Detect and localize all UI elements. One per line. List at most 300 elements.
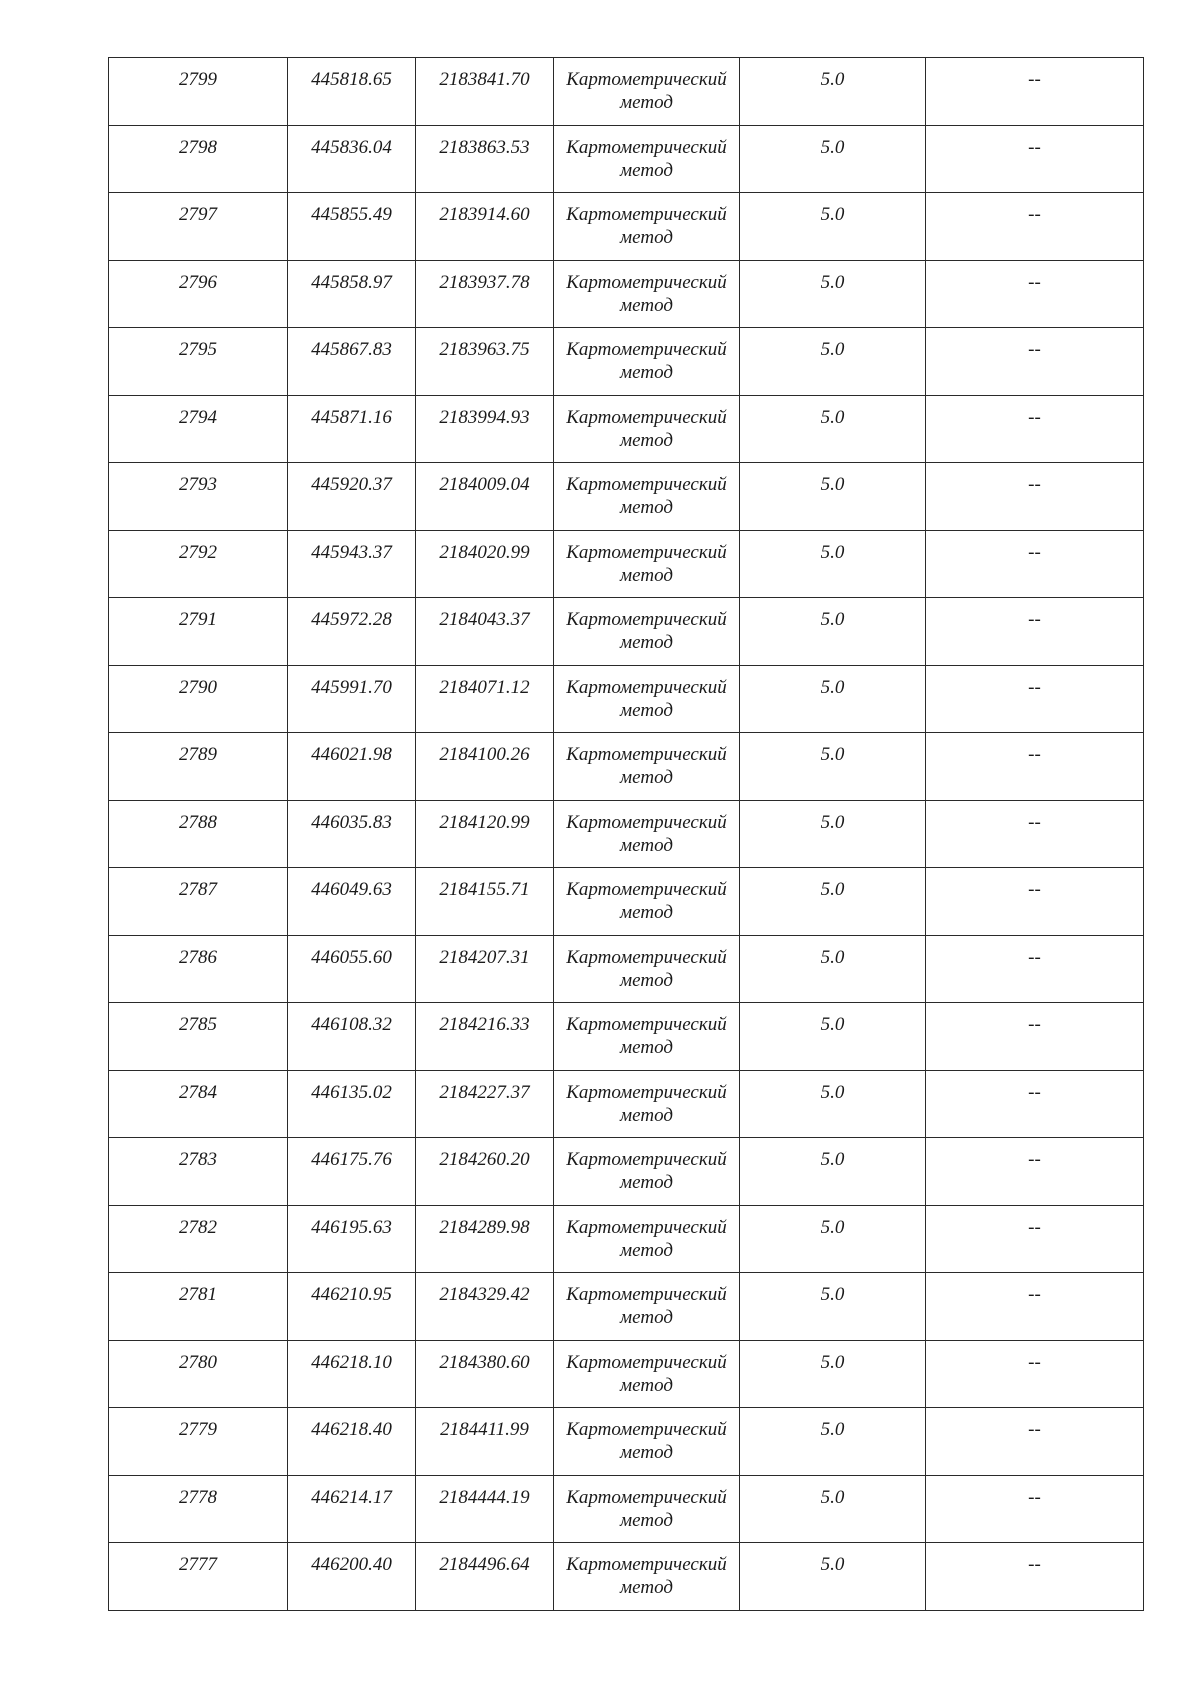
y-coordinate-text: 2184496.64 — [439, 1554, 530, 1575]
point-number-text: 2782 — [179, 1216, 217, 1238]
y-coordinate-text: 2183841.70 — [439, 69, 530, 90]
accuracy-cell — [740, 800, 926, 868]
point-number-text: 2797 — [179, 204, 217, 225]
method-cell — [554, 1340, 740, 1408]
accuracy-text: 5.0 — [820, 676, 845, 698]
x-coordinate-cell — [288, 260, 416, 328]
note-cell — [926, 1070, 1144, 1138]
method-line-2: метод — [620, 834, 673, 856]
note-cell — [926, 800, 1144, 868]
method-cell — [554, 800, 740, 868]
y-coordinate-cell — [416, 58, 554, 126]
point-number-cell — [109, 733, 288, 801]
note-text: -- — [1028, 744, 1041, 765]
note-cell — [926, 598, 1144, 666]
accuracy-cell — [740, 935, 926, 1003]
y-coordinate-cell — [416, 733, 554, 801]
method-line-2: метод — [620, 1374, 673, 1396]
y-coordinate-text: 2183863.53 — [439, 136, 530, 158]
method-text — [554, 396, 739, 452]
method-line-1: Картометрический — [566, 1081, 727, 1103]
method-text — [554, 193, 739, 249]
x-coordinate-cell — [288, 665, 416, 733]
point-number-text: 2788 — [179, 811, 217, 833]
accuracy-text: 5.0 — [820, 1014, 845, 1035]
x-coordinate-cell — [288, 193, 416, 261]
accuracy-text: 5.0 — [820, 1486, 845, 1508]
x-coordinate-text: 446175.76 — [311, 1149, 392, 1170]
y-coordinate-cell — [416, 1273, 554, 1341]
accuracy-cell — [740, 463, 926, 531]
y-coordinate-cell — [416, 800, 554, 868]
y-coordinate-cell — [416, 530, 554, 598]
method-line-2: метод — [620, 1442, 673, 1463]
note-text: -- — [1028, 879, 1041, 900]
method-text — [554, 801, 739, 857]
note-cell — [926, 935, 1144, 1003]
point-number-text: 2790 — [179, 676, 217, 698]
point-number-cell — [109, 1070, 288, 1138]
point-number-text: 2781 — [179, 1284, 217, 1305]
accuracy-text: 5.0 — [820, 204, 845, 225]
note-text: -- — [1028, 1284, 1041, 1305]
point-number-text: 2780 — [179, 1351, 217, 1373]
accuracy-text: 5.0 — [820, 1149, 845, 1170]
note-cell — [926, 530, 1144, 598]
accuracy-text: 5.0 — [820, 1351, 845, 1373]
table-row — [109, 1070, 1144, 1138]
table-row — [109, 800, 1144, 868]
x-coordinate-cell — [288, 1003, 416, 1071]
note-cell — [926, 395, 1144, 463]
y-coordinate-cell — [416, 193, 554, 261]
method-line-2: метод — [620, 1307, 673, 1328]
point-number-text: 2791 — [179, 609, 217, 630]
x-coordinate-text: 446218.40 — [311, 1419, 392, 1440]
x-coordinate-text: 445972.28 — [311, 609, 392, 630]
accuracy-cell — [740, 1138, 926, 1206]
point-number-cell — [109, 868, 288, 936]
note-cell — [926, 1475, 1144, 1543]
method-cell — [554, 733, 740, 801]
method-line-1: Картометрический — [566, 1419, 727, 1440]
method-line-1: Картометрический — [566, 1216, 727, 1238]
accuracy-cell — [740, 58, 926, 126]
x-coordinate-text: 446214.17 — [311, 1486, 392, 1508]
method-text — [554, 1341, 739, 1397]
note-text: -- — [1028, 204, 1041, 225]
point-number-cell — [109, 58, 288, 126]
method-line-2: метод — [620, 497, 673, 518]
accuracy-text: 5.0 — [820, 1081, 845, 1103]
y-coordinate-text: 2184155.71 — [439, 879, 530, 900]
y-coordinate-cell — [416, 260, 554, 328]
x-coordinate-text: 445920.37 — [311, 474, 392, 495]
method-text — [554, 1071, 739, 1127]
x-coordinate-text: 445991.70 — [311, 676, 392, 698]
x-coordinate-text: 445855.49 — [311, 204, 392, 225]
note-cell — [926, 1340, 1144, 1408]
note-text: -- — [1028, 946, 1041, 968]
method-line-2: метод — [620, 1577, 673, 1598]
method-text — [554, 328, 739, 384]
x-coordinate-cell — [288, 530, 416, 598]
table-row — [109, 1543, 1144, 1611]
accuracy-cell — [740, 328, 926, 396]
x-coordinate-text: 445818.65 — [311, 69, 392, 90]
note-text: -- — [1028, 1351, 1041, 1373]
method-line-1: Картометрический — [566, 406, 727, 428]
note-cell — [926, 463, 1144, 531]
table-row — [109, 598, 1144, 666]
accuracy-text: 5.0 — [820, 946, 845, 968]
method-text — [554, 1543, 739, 1599]
y-coordinate-cell — [416, 395, 554, 463]
y-coordinate-cell — [416, 328, 554, 396]
method-line-2: метод — [620, 92, 673, 113]
x-coordinate-cell — [288, 1543, 416, 1611]
y-coordinate-text: 2184227.37 — [439, 1081, 530, 1103]
note-cell — [926, 868, 1144, 936]
point-number-cell — [109, 1475, 288, 1543]
method-cell — [554, 328, 740, 396]
table-row — [109, 1138, 1144, 1206]
method-line-2: метод — [620, 362, 673, 383]
method-cell — [554, 193, 740, 261]
method-text — [554, 58, 739, 114]
y-coordinate-cell — [416, 598, 554, 666]
x-coordinate-text: 446021.98 — [311, 744, 392, 765]
method-line-2: метод — [620, 429, 673, 451]
method-line-1: Картометрический — [566, 1014, 727, 1035]
x-coordinate-cell — [288, 1408, 416, 1476]
y-coordinate-text: 2184207.31 — [439, 946, 530, 968]
note-text: -- — [1028, 406, 1041, 428]
table-row — [109, 935, 1144, 1003]
method-text — [554, 1476, 739, 1532]
note-text: -- — [1028, 339, 1041, 360]
method-text — [554, 868, 739, 924]
method-line-1: Картометрический — [566, 1351, 727, 1373]
point-number-text: 2793 — [179, 474, 217, 495]
method-text — [554, 1206, 739, 1262]
method-line-2: метод — [620, 969, 673, 991]
method-cell — [554, 935, 740, 1003]
table-row — [109, 1003, 1144, 1071]
y-coordinate-text: 2183937.78 — [439, 271, 530, 293]
method-line-1: Картометрический — [566, 1284, 727, 1305]
method-line-1: Картометрический — [566, 1486, 727, 1508]
method-line-1: Картометрический — [566, 1554, 727, 1575]
method-text — [554, 261, 739, 317]
accuracy-text: 5.0 — [820, 1554, 845, 1575]
method-line-1: Картометрический — [566, 541, 727, 563]
note-text: -- — [1028, 474, 1041, 495]
x-coordinate-text: 446195.63 — [311, 1216, 392, 1238]
method-line-1: Картометрический — [566, 1149, 727, 1170]
method-line-1: Картометрический — [566, 204, 727, 225]
y-coordinate-cell — [416, 1475, 554, 1543]
x-coordinate-cell — [288, 125, 416, 193]
x-coordinate-cell — [288, 1070, 416, 1138]
y-coordinate-text: 2183963.75 — [439, 339, 530, 360]
method-line-1: Картометрический — [566, 271, 727, 293]
note-cell — [926, 125, 1144, 193]
note-text: -- — [1028, 609, 1041, 630]
method-line-1: Картометрический — [566, 879, 727, 900]
note-cell — [926, 58, 1144, 126]
note-cell — [926, 665, 1144, 733]
y-coordinate-text: 2184380.60 — [439, 1351, 530, 1373]
method-line-2: метод — [620, 564, 673, 586]
point-number-cell — [109, 395, 288, 463]
table-row — [109, 1340, 1144, 1408]
method-line-1: Картометрический — [566, 946, 727, 968]
note-text: -- — [1028, 136, 1041, 158]
x-coordinate-cell — [288, 935, 416, 1003]
x-coordinate-cell — [288, 1475, 416, 1543]
point-number-text: 2778 — [179, 1486, 217, 1508]
y-coordinate-text: 2184289.98 — [439, 1216, 530, 1238]
method-cell — [554, 260, 740, 328]
point-number-cell — [109, 328, 288, 396]
note-text: -- — [1028, 541, 1041, 563]
x-coordinate-text: 446210.95 — [311, 1284, 392, 1305]
accuracy-text: 5.0 — [820, 1419, 845, 1440]
y-coordinate-text: 2184100.26 — [439, 744, 530, 765]
y-coordinate-text: 2184020.99 — [439, 541, 530, 563]
method-line-2: метод — [620, 227, 673, 248]
table-row — [109, 260, 1144, 328]
method-cell — [554, 395, 740, 463]
point-number-text: 2795 — [179, 339, 217, 360]
point-number-cell — [109, 598, 288, 666]
y-coordinate-cell — [416, 463, 554, 531]
point-number-cell — [109, 1273, 288, 1341]
table-row — [109, 1475, 1144, 1543]
x-coordinate-text: 446055.60 — [311, 946, 392, 968]
accuracy-cell — [740, 868, 926, 936]
point-number-cell — [109, 1543, 288, 1611]
method-cell — [554, 868, 740, 936]
note-cell — [926, 1543, 1144, 1611]
point-number-text: 2785 — [179, 1014, 217, 1035]
x-coordinate-cell — [288, 1340, 416, 1408]
note-text: -- — [1028, 1419, 1041, 1440]
method-cell — [554, 665, 740, 733]
point-number-text: 2794 — [179, 406, 217, 428]
point-number-cell — [109, 260, 288, 328]
point-number-cell — [109, 1408, 288, 1476]
accuracy-text: 5.0 — [820, 1216, 845, 1238]
accuracy-cell — [740, 125, 926, 193]
x-coordinate-cell — [288, 58, 416, 126]
y-coordinate-text: 2184216.33 — [439, 1014, 530, 1035]
accuracy-text: 5.0 — [820, 406, 845, 428]
x-coordinate-text: 445943.37 — [311, 541, 392, 563]
y-coordinate-text: 2184411.99 — [440, 1419, 529, 1440]
method-text — [554, 1003, 739, 1059]
table-row — [109, 1205, 1144, 1273]
point-number-text: 2792 — [179, 541, 217, 563]
table-row — [109, 733, 1144, 801]
note-cell — [926, 1003, 1144, 1071]
accuracy-text: 5.0 — [820, 271, 845, 293]
accuracy-text: 5.0 — [820, 1284, 845, 1305]
accuracy-text: 5.0 — [820, 811, 845, 833]
table-row — [109, 58, 1144, 126]
note-cell — [926, 328, 1144, 396]
accuracy-cell — [740, 598, 926, 666]
point-number-cell — [109, 1340, 288, 1408]
method-cell — [554, 463, 740, 531]
table-row — [109, 1408, 1144, 1476]
x-coordinate-cell — [288, 868, 416, 936]
method-line-1: Картометрический — [566, 474, 727, 495]
y-coordinate-text: 2183914.60 — [439, 204, 530, 225]
coordinates-table-body — [109, 58, 1144, 1611]
method-line-1: Картометрический — [566, 609, 727, 630]
x-coordinate-text: 445871.16 — [311, 406, 392, 428]
y-coordinate-text: 2184444.19 — [439, 1486, 530, 1508]
note-text: -- — [1028, 69, 1041, 90]
accuracy-cell — [740, 1273, 926, 1341]
point-number-text: 2779 — [179, 1419, 217, 1440]
accuracy-cell — [740, 733, 926, 801]
method-line-2: метод — [620, 632, 673, 653]
method-cell — [554, 530, 740, 598]
y-coordinate-text: 2184043.37 — [439, 609, 530, 630]
accuracy-cell — [740, 530, 926, 598]
point-number-text: 2799 — [179, 69, 217, 90]
method-text — [554, 666, 739, 722]
method-line-2: метод — [620, 902, 673, 923]
x-coordinate-text: 446218.10 — [311, 1351, 392, 1373]
accuracy-cell — [740, 1205, 926, 1273]
table-row — [109, 193, 1144, 261]
method-text — [554, 1408, 739, 1464]
method-text — [554, 531, 739, 587]
accuracy-cell — [740, 193, 926, 261]
x-coordinate-text: 446200.40 — [311, 1554, 392, 1575]
point-number-text: 2787 — [179, 879, 217, 900]
point-number-text: 2786 — [179, 946, 217, 968]
y-coordinate-cell — [416, 1408, 554, 1476]
y-coordinate-cell — [416, 868, 554, 936]
method-text — [554, 1273, 739, 1329]
accuracy-text: 5.0 — [820, 744, 845, 765]
point-number-cell — [109, 800, 288, 868]
x-coordinate-cell — [288, 328, 416, 396]
table-row — [109, 395, 1144, 463]
y-coordinate-cell — [416, 125, 554, 193]
table-row — [109, 530, 1144, 598]
method-line-2: метод — [620, 294, 673, 316]
accuracy-text: 5.0 — [820, 474, 845, 495]
x-coordinate-cell — [288, 463, 416, 531]
table-row — [109, 868, 1144, 936]
method-cell — [554, 58, 740, 126]
point-number-cell — [109, 935, 288, 1003]
y-coordinate-text: 2184260.20 — [439, 1149, 530, 1170]
x-coordinate-cell — [288, 1273, 416, 1341]
accuracy-cell — [740, 1543, 926, 1611]
note-cell — [926, 260, 1144, 328]
note-cell — [926, 1273, 1144, 1341]
method-cell — [554, 125, 740, 193]
note-text: -- — [1028, 1554, 1041, 1575]
point-number-cell — [109, 665, 288, 733]
method-cell — [554, 1003, 740, 1071]
accuracy-text: 5.0 — [820, 879, 845, 900]
x-coordinate-text: 445867.83 — [311, 339, 392, 360]
x-coordinate-cell — [288, 1205, 416, 1273]
x-coordinate-text: 445858.97 — [311, 271, 392, 293]
method-text — [554, 936, 739, 992]
x-coordinate-cell — [288, 395, 416, 463]
note-text: -- — [1028, 1486, 1041, 1508]
point-number-cell — [109, 1003, 288, 1071]
y-coordinate-cell — [416, 1003, 554, 1071]
x-coordinate-cell — [288, 598, 416, 666]
y-coordinate-cell — [416, 1340, 554, 1408]
accuracy-cell — [740, 1475, 926, 1543]
y-coordinate-text: 2183994.93 — [439, 406, 530, 428]
x-coordinate-cell — [288, 800, 416, 868]
y-coordinate-cell — [416, 935, 554, 1003]
accuracy-text: 5.0 — [820, 136, 845, 158]
point-number-text: 2784 — [179, 1081, 217, 1103]
point-number-text: 2789 — [179, 744, 217, 765]
table-row — [109, 125, 1144, 193]
note-text: -- — [1028, 1216, 1041, 1238]
point-number-cell — [109, 1138, 288, 1206]
y-coordinate-text: 2184329.42 — [439, 1284, 530, 1305]
x-coordinate-text: 446108.32 — [311, 1014, 392, 1035]
method-text — [554, 126, 739, 182]
method-line-1: Картометрический — [566, 69, 727, 90]
method-cell — [554, 598, 740, 666]
x-coordinate-text: 446135.02 — [311, 1081, 392, 1103]
accuracy-cell — [740, 1003, 926, 1071]
point-number-cell — [109, 193, 288, 261]
y-coordinate-cell — [416, 1138, 554, 1206]
point-number-cell — [109, 463, 288, 531]
accuracy-text: 5.0 — [820, 609, 845, 630]
table-row — [109, 328, 1144, 396]
note-cell — [926, 1205, 1144, 1273]
method-cell — [554, 1138, 740, 1206]
note-text: -- — [1028, 811, 1041, 833]
point-number-cell — [109, 125, 288, 193]
accuracy-cell — [740, 1070, 926, 1138]
point-number-text: 2796 — [179, 271, 217, 293]
point-number-text: 2777 — [179, 1554, 217, 1575]
point-number-text: 2798 — [179, 136, 217, 158]
y-coordinate-cell — [416, 665, 554, 733]
method-text — [554, 1138, 739, 1194]
note-text: -- — [1028, 271, 1041, 293]
table-row — [109, 1273, 1144, 1341]
note-cell — [926, 1408, 1144, 1476]
method-cell — [554, 1070, 740, 1138]
point-number-cell — [109, 1205, 288, 1273]
method-line-2: метод — [620, 1037, 673, 1058]
method-line-2: метод — [620, 767, 673, 788]
y-coordinate-cell — [416, 1543, 554, 1611]
method-line-1: Картометрический — [566, 811, 727, 833]
x-coordinate-text: 446049.63 — [311, 879, 392, 900]
